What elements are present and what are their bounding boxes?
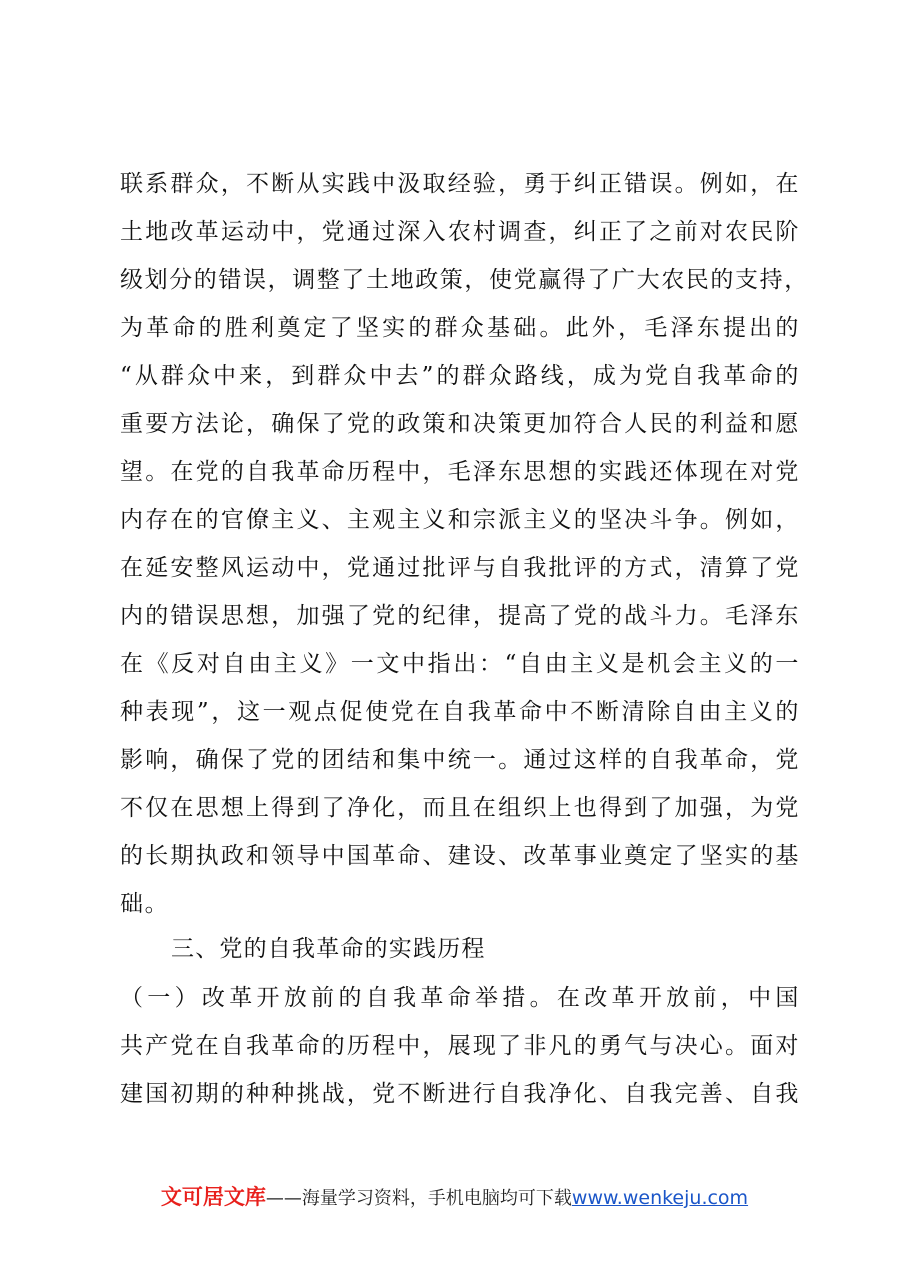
text-line: 内存在的官僚主义、主观主义和宗派主义的坚决斗争。例如， bbox=[120, 507, 800, 533]
section-paragraph bbox=[120, 974, 800, 1118]
text-line: 种表现”，这一观点促使党在自我革命中不断清除自由主义的 bbox=[120, 699, 800, 725]
text-line: 共产党在自我革命的历程中，展现了非凡的勇气与决心。面对 bbox=[120, 1033, 800, 1059]
text-line: 级划分的错误，调整了土地政策，使党赢得了广大农民的支持， bbox=[120, 267, 809, 293]
text-line: 联系群众，不断从实践中汲取经验，勇于纠正错误。例如，在 bbox=[120, 171, 800, 197]
text-line: 影响，确保了党的团结和集中统一。通过这样的自我革命，党 bbox=[120, 747, 800, 773]
text-line: 的长期执政和领导中国革命、建设、改革事业奠定了坚实的基 bbox=[120, 843, 800, 869]
footer-slogan: ——海量学习资料，手机电脑均可下载 bbox=[265, 1188, 572, 1209]
text-line: “从群众中来，到群众中去”的群众路线，成为党自我革命的 bbox=[120, 363, 800, 389]
page-footer bbox=[0, 1183, 909, 1213]
body-paragraph bbox=[120, 160, 809, 928]
section-heading: 三、党的自我革命的实践历程 bbox=[171, 936, 486, 962]
footer-brand: 文可居文库 bbox=[160, 1185, 266, 1209]
text-line-last: 础。 bbox=[120, 891, 170, 917]
text-line: 重要方法论，确保了党的政策和决策更加符合人民的利益和愿 bbox=[120, 411, 800, 437]
text-line: 为革命的胜利奠定了坚实的群众基础。此外，毛泽东提出的 bbox=[120, 315, 800, 341]
text-line: 土地改革运动中，党通过深入农村调查，纠正了之前对农民阶 bbox=[120, 219, 800, 245]
text-line: 望。在党的自我革命历程中，毛泽东思想的实践还体现在对党 bbox=[120, 459, 800, 485]
footer-website-link[interactable]: www.wenkeju.com bbox=[571, 1187, 749, 1209]
text-line: 不仅在思想上得到了净化，而且在组织上也得到了加强，为党 bbox=[120, 795, 800, 821]
text-line: 在《反对自由主义》一文中指出：“自由主义是机会主义的一 bbox=[120, 651, 800, 677]
text-line: 在延安整风运动中，党通过批评与自我批评的方式，清算了党 bbox=[120, 555, 800, 581]
text-line: （一）改革开放前的自我革命举措。在改革开放前，中国 bbox=[120, 985, 800, 1011]
text-line: 建国初期的种种挑战，党不断进行自我净化、自我完善、自我 bbox=[120, 1081, 800, 1107]
text-line: 内的错误思想，加强了党的纪律，提高了党的战斗力。毛泽东 bbox=[120, 603, 800, 629]
